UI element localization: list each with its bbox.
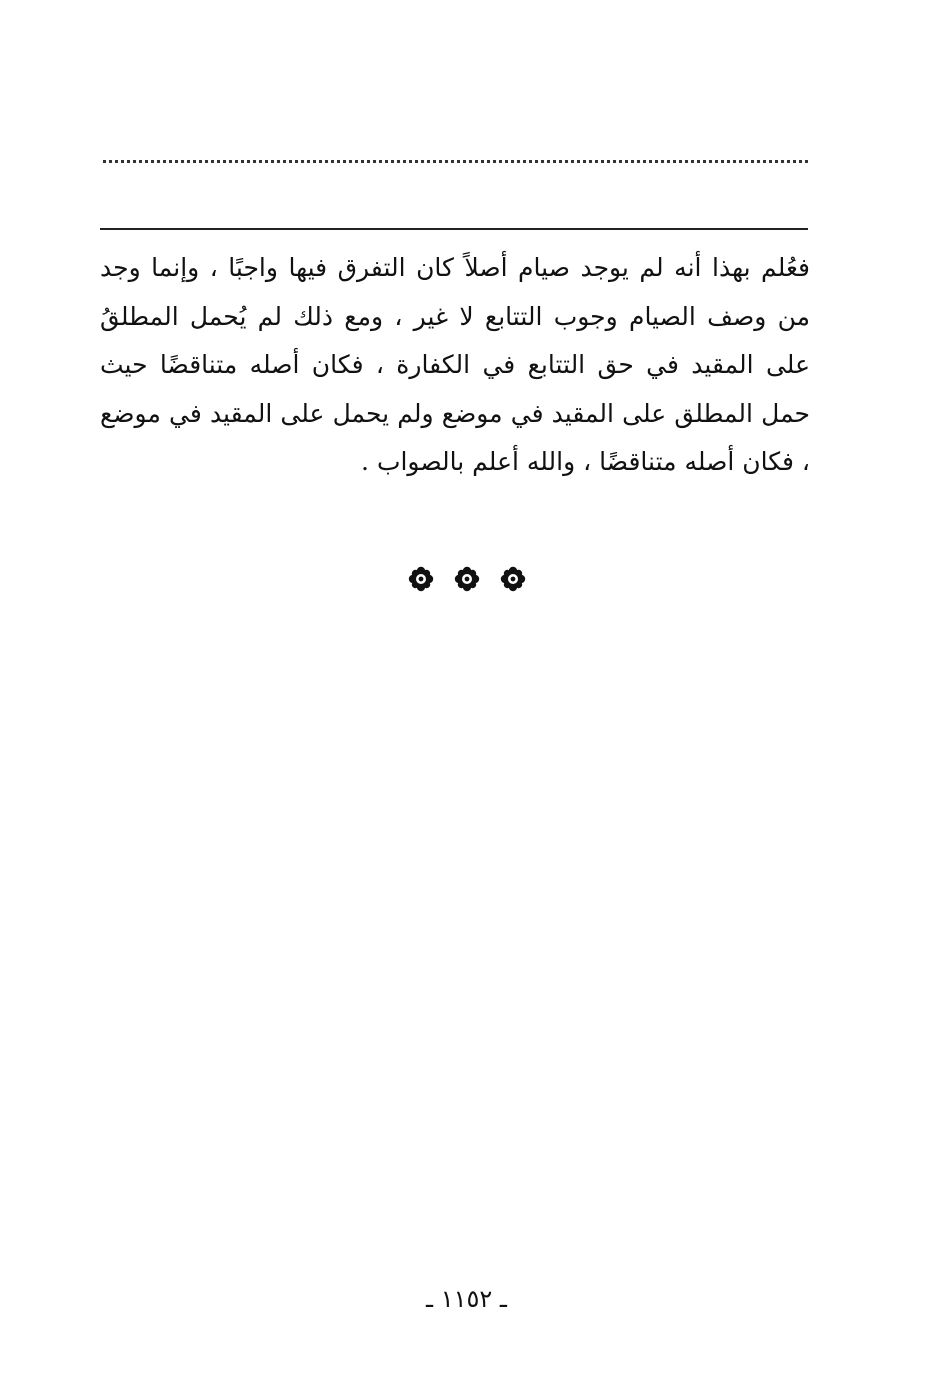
- section-end-ornaments: [0, 566, 933, 592]
- flower-ornament-icon: [454, 566, 480, 592]
- flower-ornament-icon: [500, 566, 526, 592]
- main-paragraph: فعُلم بهذا أنه لم يوجد صيام أصلاً كان التفرق فيها واجبًا ، وإنما وجد من وصف الصيام وجوب التتابع لا غير ، ومع ذلك لم يُحمل المطلقُ على المقيد في حق التتابع في الكفارة ، فكان أصله متناقضًا حيث حمل المطلق على المقيد في موضع ولم يحمل على المقيد في موضع ، فكان أصله متناقضًا ، والله أعلم بالصواب .: [100, 253, 810, 476]
- dotted-separator: [103, 160, 808, 163]
- flower-ornament-icon: [408, 566, 434, 592]
- page-number: ـ ١١٥٢ ـ: [426, 1285, 507, 1313]
- footnote-rule: [100, 228, 808, 230]
